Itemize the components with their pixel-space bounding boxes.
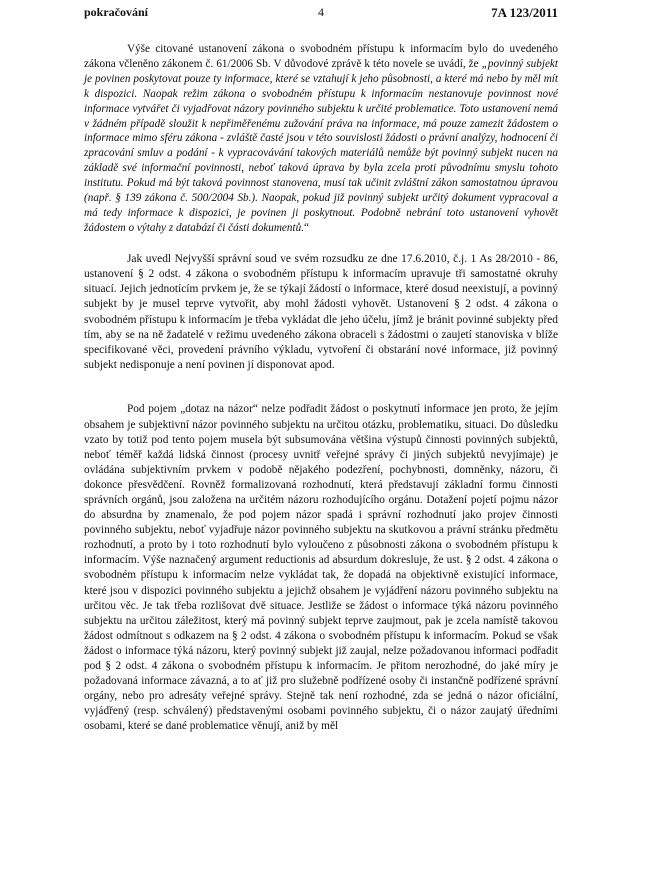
case-number: 7A 123/2011 bbox=[491, 5, 558, 20]
closing-quote-mark: “ bbox=[304, 221, 309, 234]
page-number: 4 bbox=[318, 5, 324, 19]
page-header bbox=[84, 5, 558, 21]
paragraph-explanatory-report bbox=[84, 42, 558, 236]
paragraph-opinion-inquiry: Pod pojem „dotaz na názor“ nelze podřadit žádost o poskytnutí informace jen proto, že jejím obsahem je subjektivní názor povinného subjektu na určitou otázku, problematiku, situaci. Do důsledku vzato by totiž pod tento pojem musela být subsumována většina výstupů činnosti povinných subjektů, neboť téměř každá lidská činnost (procesy uvnitř veřejné správy či jiných subjektů nevyjímaje) je ovládána subjektivním prvkem v podobě nějakého podezření, pochybnosti, domněnky, názoru, či dokonce přesvědčení. Rovněž formalizovaná rozhodnutí, která představují základní formu činnosti správních orgánů, jsou založena na určitém názoru rozhodujícího orgánu. Dotažení pojetí pojmu názor do absurdna by znamenalo, že pod pojem názor spadá i správní rozhodnutí jako projev činnosti povinného subjektu, neboť vyjadřuje názor povinného subjektu na skutkovou a právní stránku předmětu rozhodnutí, a proto by i toto rozhodnutí bylo vyloučeno z působnosti zákona o svobodném přístupu k informacím. Výše naznačený argument reductionis ad absurdum dokresluje, že ust. § 2 odst. 4 zákona o svobodném přístupu k informacím nelze vykládat tak, že dopadá na objektivně existující informace, které jsou v dispozici povinného subjektu a jejichž obsahem je vyjádření názoru povinného subjektu na určitou věc. Je tak třeba rozlišovat dvě situace. Jestliže se žádost o informace týká názoru povinného subjektu na určitou záležitost, který má povinný subjekt teprve zaujmout, pak je zcela namístě takovou žádost odmítnout s odkazem na § 2 odst. 4 zákona o svobodném přístupu k informacím. Pokud se však žádost o informace týká názoru, který povinný subjekt již zaujal, nelze požadovanou informaci podřadit pod § 2 odst. 4 zákona o svobodném přístupu k informacím. Je přitom nerozhodné, do jaké míry je požadovaná informace závazná, a to ať již pro služebně podřízené osoby či instančně podřízené správní orgány, nebo pro adresáty veřejné správy. Stejně tak není rozhodné, zda se jedná o názor oficiální, vyjádřený (resp. schválený) představenými osobami povinného subjektu, či o názor zaujatý úředními osobami, které se dané problematice věnují, aniž by měl bbox=[84, 403, 558, 733]
continuation-label: pokračování bbox=[84, 5, 149, 19]
paragraph-supreme-court-ruling: Jak uvedl Nejvyšší správní soud ve svém rozsudku ze dne 17.6.2010, č.j. 1 As 28/2010 - 86, ustanovení § 2 odst. 4 zákona o svobodném přístupu k informacím upravuje tři samostatné okruhy situací. Jejich jednotícím prvkem je, že se týkají žádostí o informace, které dosud neexistují, a povinný subjekt by je musel teprve vytvořit, aby mohl žádosti vyhovět. Ustanovení § 2 odst. 4 zákona o svobodném přístupu k informacím je třeba vykládat dle jeho účelu, jímž je bránit povinné subjekty před tím, aby se na ně žadatelé v režimu uvedeného zákona obraceli s žádostmi o zaujetí stanoviska v blíže specifikované věci, provedení právního výkladu, vytvoření či obstarání nové informace, již povinný subjekt nedisponuje a není povinen jí disponovat apod. bbox=[84, 252, 558, 372]
quoted-explanatory-report: „povinný subjekt je povinen poskytovat pouze ty informace, které se vztahují k jeho působnosti, a které má nebo by měl mít k dispozici. Naopak režim zákona o svobodném přístupu k informacím nestanovuje povinnost nové informace vytvářet či vyjadřovat názory povinného subjektu k určité problematice. Toto ustanovení nemá v žádném případě sloužit k nepřiměřenému zužování práva na informace, má pouze zamezit žádostem o informace mimo sféru zákona - zvláště časté jsou v této souvislosti žádosti o právní analýzy, hodnocení či zpracování smluv a podání - k vypracovávání takových materiálů nemůže být povinný subjekt nucen na základě své informační povinnosti, neboť taková úprava by byla zcela proti původnímu smyslu tohoto institutu. Pokud má být taková povinnost stanovena, musí tak učinit zvláštní zákon samostatnou úpravou (např. § 139 zákona č. 500/2004 Sb.). Naopak, pokud již povinný subjekt určitý dokument vypracoval a má tedy informace k dispozici, je povinen ji poskytnout. Podobně nebrání toto ustanovení vyhovět žádostem o výtahy z databází či části dokumentů. bbox=[84, 57, 558, 234]
paragraph-intro-text: Výše citované ustanovení zákona o svobodném přístupu k informacím bylo do uvedeného zákona včleněno zákonem č. 61/2006 Sb. V důvodové zprávě k této novele se uvádí, že bbox=[84, 43, 558, 70]
document-body bbox=[84, 42, 558, 734]
